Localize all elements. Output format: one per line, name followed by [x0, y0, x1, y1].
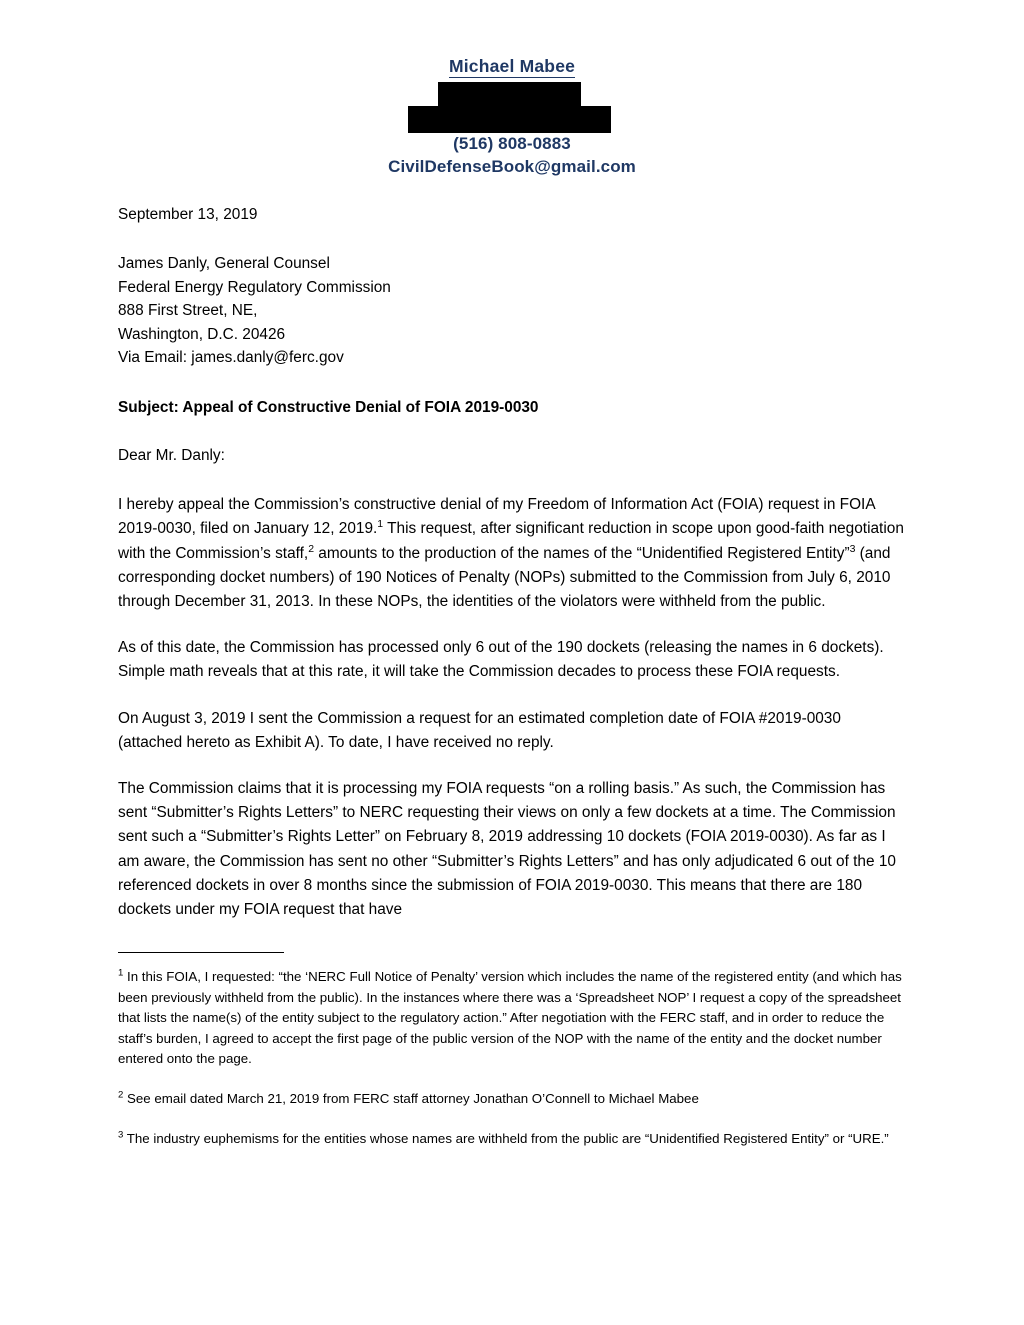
recipient-street: 888 First Street, NE, [118, 302, 258, 320]
footnote-item: $^3$ The industry euphemisms for the entities whose names are withheld from the public are “Unidentified Registered Entity” or “URE.” [118, 1129, 889, 1146]
footnote-separator-rule [118, 952, 284, 953]
recipient-address-block [118, 252, 908, 369]
redaction-bar-address-line-1 [438, 82, 581, 107]
body-paragraph: On August 3, 2019 I sent the Commission a request for an estimated completion date of FOIA #2019-0030 (attached hereto as Exhibit A). To date, I have received no reply. [118, 709, 841, 751]
recipient-city-state-zip: Washington, D.C. 20426 [118, 325, 286, 343]
sender-email: CivilDefenseBook@gmail.com [388, 157, 636, 177]
footnote-marker: 2 [118, 1089, 124, 1101]
footnote-area [118, 952, 908, 1168]
footnote-reference: 2 [308, 543, 315, 555]
footnote-marker: 1 [118, 967, 124, 979]
recipient-name-title: James Danly, General Counsel [118, 255, 330, 273]
footnote-marker: 3 [118, 1129, 124, 1141]
body-paragraph: The Commission claims that it is processing my FOIA requests “on a rolling basis.” As such, the Commission has sent “Submitter’s Rights Letters” to NERC requesting their views on only a few dockets at a time. The Commission sent such a “Submitter’s Rights Letter” on February 8, 2019 addressing 10 dockets (FOIA 2019-0030). As far as I am aware, the Commission has sent no other “Submitter’s Rights Letters” and has only adjudicated 6 out of the 10 referenced dockets in over 8 months since the submission of FOIA 2019-0030. This means that there are 180 dockets under my FOIA request that have [118, 779, 896, 918]
footnote-item: $^2$ See email dated March 21, 2019 from FERC staff attorney Jonathan O’Connell to Michael Mabee [118, 1089, 699, 1107]
letter-body [118, 203, 908, 944]
letterhead-name-wrap [0, 56, 1024, 78]
footnote-reference: 1 [377, 519, 384, 531]
salutation: Dear Mr. Danly: [118, 446, 225, 464]
recipient-organization: Federal Energy Regulatory Commission [118, 278, 391, 296]
sender-name: Michael Mabee [449, 56, 575, 78]
footnote-item: $^1$ In this FOIA, I requested: “the ‘NERC Full Notice of Penalty’ version which includes the name of the registered entity (and which has been previously withheld from the public). In the instances where there was a ‘Spreadsheet NOP’ I request a copy of the spreadsheet that lists the name(s) of the entity subject to the regulatory action.” After negotiation with the FERC staff, and in order to reduce the staff’s burden, I agreed to accept the first page of the public version of the NOP with the name of the entity and the docket number entered onto the page. [118, 967, 902, 1067]
body-paragraph: I hereby appeal the Commission’s constructive denial of my Freedom of Information Act (FOIA) request in FOIA 2019-0030, filed on January 12, 2019.$^1$ This request, after significant reduction in scope upon good-faith negotiation with the Commission’s staff,$^2$ amounts to the production of the names of the “Unidentified Registered Entity”$^3$ (and corresponding docket numbers) of 190 Notices of Penalty (NOPs) submitted to the Commission from July 6, 2010 through December 31, 2013. In these NOPs, the identities of the violators were withheld from the public. [118, 496, 904, 610]
letter-date: September 13, 2019 [118, 206, 258, 223]
recipient-via-email: Via Email: james.danly@ferc.gov [118, 349, 344, 367]
sender-phone: (516) 808-0883 [453, 134, 571, 154]
footnote-reference: 3 [849, 543, 856, 555]
redacted-address-block [0, 82, 1024, 133]
subject-line: Subject: Appeal of Constructive Denial of FOIA 2019-0030 [118, 399, 539, 417]
redaction-bar-address-line-2 [408, 106, 611, 133]
body-paragraph: As of this date, the Commission has processed only 6 out of the 190 dockets (releasing the names in 6 dockets). Simple math reveals that at this rate, it will take the Commission decades to process these FOIA requests. [118, 639, 884, 681]
letterhead [0, 56, 1024, 179]
body-paragraphs [118, 493, 908, 922]
